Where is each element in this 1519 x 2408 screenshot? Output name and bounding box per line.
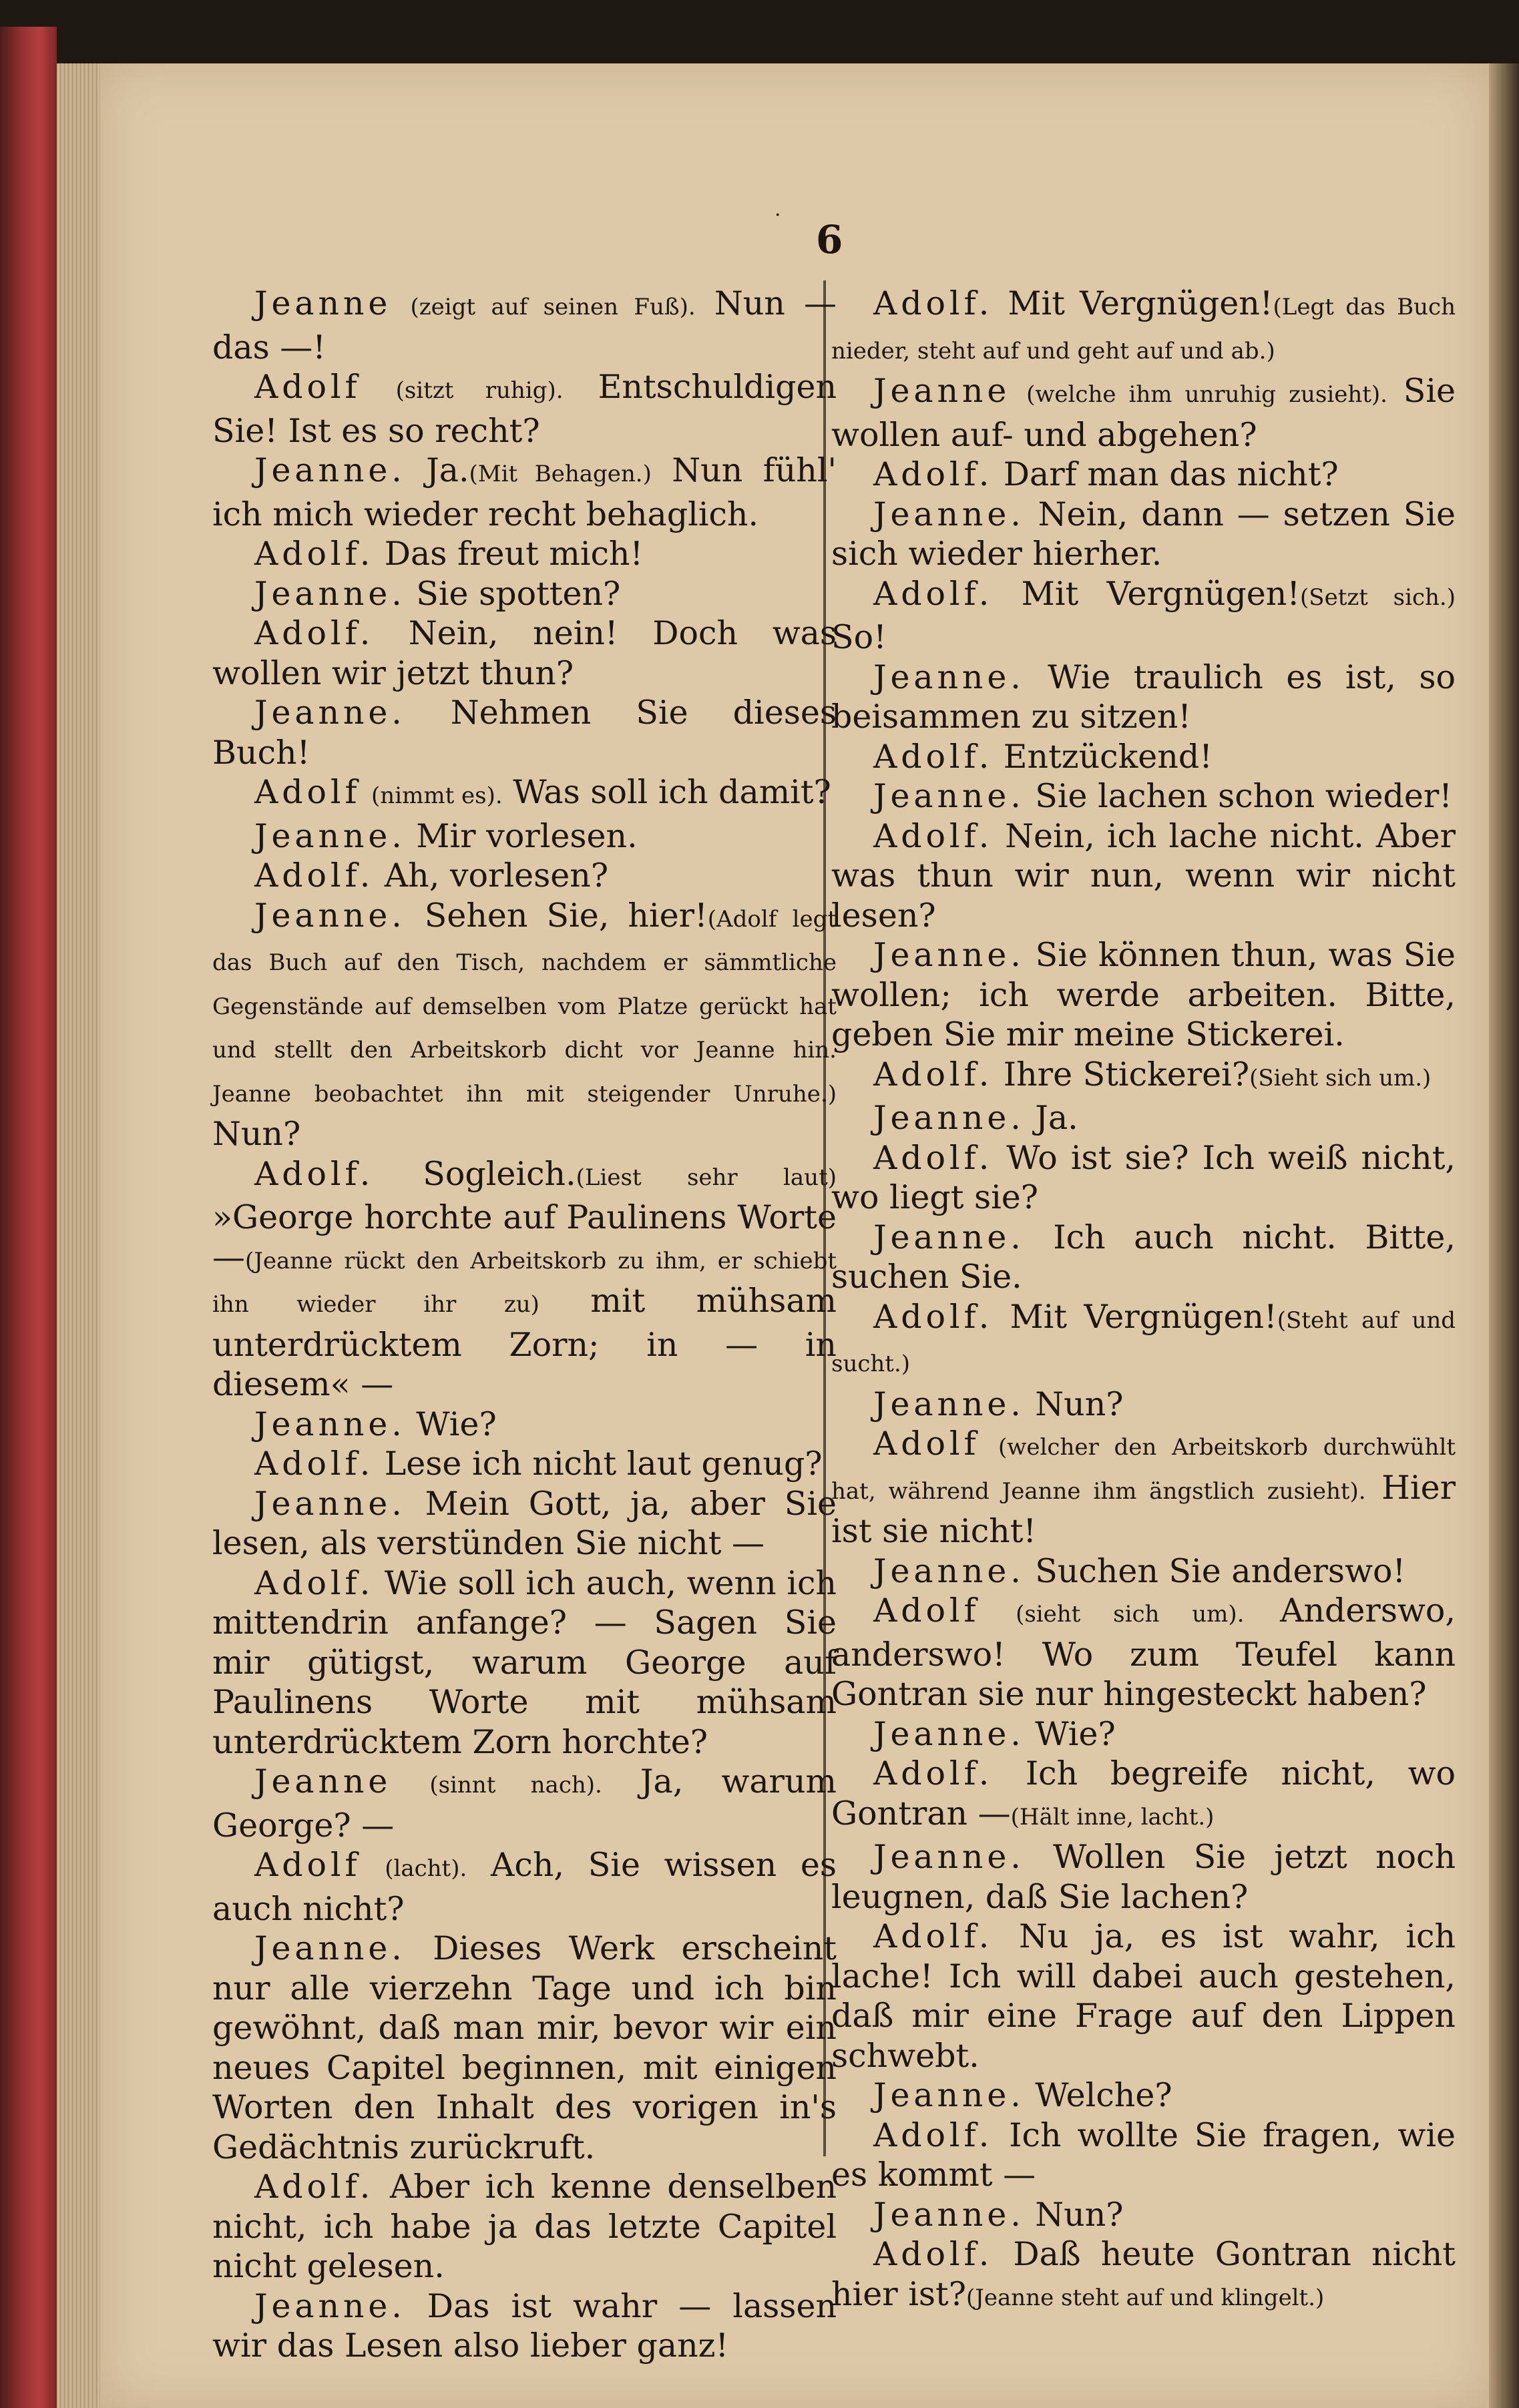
dialogue-text: Hier ist sie nicht!	[831, 1468, 1456, 1550]
stage-direction: (sieht sich um).	[1016, 1601, 1245, 1628]
speaker-name: Jeanne.	[254, 574, 406, 613]
speaker-name: Adolf.	[873, 1297, 994, 1336]
dialogue-text: Ja.	[1035, 1099, 1078, 1137]
dialogue-paragraph	[831, 1551, 1456, 1592]
speaker-name: Jeanne.	[873, 2195, 1025, 2234]
speaker-name: Jeanne.	[873, 1218, 1025, 1256]
dialogue-text: Welche?	[1035, 2076, 1172, 2114]
speaker-name: Adolf.	[873, 1917, 994, 1955]
stage-direction: (Legt das Buch nieder, steht auf und geht auf und ab.)	[831, 294, 1456, 365]
dialogue-text: Ich auch nicht. Bitte, suchen Sie.	[831, 1218, 1456, 1296]
dialogue-paragraph	[831, 1754, 1456, 1837]
dialogue-text: Nun?	[1035, 2195, 1124, 2234]
stage-direction: (sitzt ruhig).	[395, 377, 564, 404]
dialogue-text: Darf man das nicht?	[1003, 455, 1339, 493]
dialogue-text: Nun?	[212, 1115, 301, 1153]
scan-background	[0, 0, 1519, 63]
speaker-name: Adolf	[254, 368, 361, 406]
dialogue-paragraph	[831, 1424, 1456, 1551]
stage-direction: (Liest sehr laut)	[576, 1164, 837, 1191]
stage-direction: (Sieht sich um.)	[1249, 1064, 1432, 1092]
dialogue-paragraph	[831, 935, 1456, 1055]
dialogue-text: Nun fühl' ich mich wieder recht behaglich.	[212, 451, 837, 533]
speaker-name: Adolf.	[873, 1055, 994, 1094]
dialogue-paragraph	[212, 1845, 837, 1929]
dialogue-paragraph	[831, 1385, 1456, 1425]
speaker-name: Adolf.	[254, 1563, 375, 1602]
dialogue-paragraph	[831, 1055, 1456, 1099]
speaker-name: Jeanne	[254, 1762, 392, 1800]
dialogue-paragraph	[212, 2286, 837, 2366]
dialogue-text: Mit Vergnügen!	[1021, 574, 1301, 613]
dialogue-text: Sie lachen schon wieder!	[1035, 777, 1452, 815]
dialogue-paragraph	[831, 1138, 1456, 1218]
dialogue-paragraph	[831, 2116, 1456, 2195]
dialogue-text: Sie können thun, was Sie wollen; ich werde arbeiten. Bitte, geben Sie mir meine Stickerei.	[831, 936, 1456, 1053]
stage-direction: (welche ihm unruhig zusieht).	[1026, 381, 1387, 408]
speaker-name: Adolf.	[873, 1138, 994, 1177]
dialogue-text: mit mühsam unterdrücktem Zorn; in — in diesem« —	[212, 1282, 837, 1403]
right-page-edge	[1489, 63, 1519, 2408]
page-stack-edge	[57, 63, 103, 2408]
speaker-name: Jeanne.	[873, 936, 1025, 974]
speaker-name: Adolf.	[873, 284, 994, 322]
speaker-name: Adolf	[873, 1425, 980, 1463]
dialogue-text: Nun — das —!	[212, 284, 837, 367]
dialogue-paragraph	[831, 776, 1456, 816]
dialogue-text: Sie spotten?	[416, 574, 621, 613]
speaker-name: Adolf	[254, 1846, 361, 1884]
speaker-name: Jeanne.	[873, 1551, 1025, 1590]
dialogue-text: Wie soll ich auch, wenn ich mittendrin anfange? — Sagen Sie mir gütigst, warum George auf Paulinens Worte mit mühsam unterdrücktem Zorn horchte?	[212, 1563, 837, 1761]
dialogue-paragraph	[212, 896, 837, 1154]
speaker-name: Jeanne.	[254, 896, 406, 935]
dialogue-paragraph	[212, 1563, 837, 1762]
stage-direction: (nimmt es).	[371, 782, 503, 809]
dialogue-paragraph	[831, 1297, 1456, 1385]
dialogue-text: Das freut mich!	[384, 535, 644, 573]
dialogue-text: Ah, vorlesen?	[384, 857, 609, 895]
dialogue-text: Aber ich kenne denselben nicht, ich habe ja das letzte Capitel nicht gelesen.	[212, 2168, 837, 2285]
stage-direction: (Mit Behagen.)	[469, 461, 652, 487]
speaker-name: Adolf.	[873, 2116, 994, 2154]
speaker-name: Adolf.	[254, 857, 375, 895]
dialogue-paragraph	[212, 1154, 837, 1405]
dialogue-text: Daß heute Gontran nicht hier ist?	[831, 2235, 1456, 2313]
dialogue-text: Nein, dann — setzen Sie sich wieder hierher.	[831, 495, 1456, 573]
dialogue-text: Suchen Sie anderswo!	[1035, 1551, 1406, 1590]
dialogue-text: Sehen Sie, hier!	[424, 896, 708, 935]
dialogue-text: Was soll ich damit?	[513, 773, 831, 811]
dialogue-paragraph	[831, 658, 1456, 737]
dialogue-paragraph	[831, 1218, 1456, 1297]
dialogue-text: Anderswo, anderswo! Wo zum Teufel kann Gontran sie nur hingesteckt haben?	[831, 1592, 1456, 1713]
speaker-name: Adolf.	[873, 816, 994, 855]
speaker-name: Adolf.	[254, 1445, 375, 1483]
speaker-name: Jeanne.	[873, 2076, 1025, 2114]
right-column	[831, 284, 1456, 2318]
dialogue-paragraph	[212, 284, 837, 367]
stage-direction: (zeigt auf seinen Fuß).	[410, 294, 696, 320]
dialogue-text: Ihre Stickerei?	[1003, 1055, 1250, 1094]
stage-direction: (Jeanne steht auf und klingelt.)	[966, 2284, 1325, 2311]
dialogue-text: Mit Vergnügen!	[1010, 1297, 1277, 1336]
stage-direction: (welcher den Arbeitskorb durchwühlt hat, während Jeanne ihm ängstlich zusieht).	[831, 1434, 1456, 1505]
dialogue-text: Entschuldigen Sie! Ist es so recht?	[212, 368, 837, 450]
page-number: 6	[816, 217, 843, 262]
speaker-name: Jeanne.	[873, 1714, 1025, 1753]
dialogue-text: Nein, ich lache nicht. Aber was thun wir nun, wenn wir nicht lesen?	[831, 816, 1456, 935]
speaker-name: Jeanne.	[254, 694, 406, 732]
dialogue-text: Lese ich nicht laut genug?	[384, 1445, 823, 1483]
speaker-name: Jeanne.	[254, 1484, 406, 1523]
dialogue-text: Wie?	[1035, 1714, 1116, 1753]
dialogue-paragraph	[212, 614, 837, 693]
dialogue-paragraph	[831, 1714, 1456, 1754]
dialogue-text: Ach, Sie wissen es auch nicht?	[212, 1846, 837, 1928]
dialogue-text: Ja.	[426, 451, 469, 489]
dialogue-paragraph	[831, 2076, 1456, 2116]
speaker-name: Adolf.	[254, 1154, 375, 1193]
dialogue-paragraph	[212, 2167, 837, 2286]
dialogue-paragraph	[212, 534, 837, 574]
dialogue-text: Nein, nein! Doch was wollen wir jetzt thun?	[212, 614, 837, 692]
speaker-name: Jeanne.	[873, 777, 1025, 815]
speaker-name: Adolf.	[873, 737, 994, 776]
dialogue-paragraph	[831, 455, 1456, 495]
dialogue-text: Sogleich.	[423, 1154, 576, 1193]
stage-direction: (Adolf legt das Buch auf den Tisch, nachdem er sämmtliche Gegenstände auf demselben vom Platze gerückt hat und stellt den Arbeitskorb dicht vor Jeanne hin. Jeanne beobachtet ihn mit steigender Unruhe.)	[212, 905, 837, 1108]
dialogue-text: Ja, warum George? —	[212, 1762, 837, 1845]
dialogue-text: Nehmen Sie dieses Buch!	[212, 694, 837, 772]
dialogue-paragraph	[831, 1098, 1456, 1138]
dialogue-text: Ich begreife nicht, wo Gontran —	[831, 1754, 1456, 1833]
speaker-name: Adolf.	[254, 2168, 375, 2206]
speaker-name: Jeanne.	[873, 1099, 1025, 1137]
dialogue-text: Wie?	[416, 1405, 497, 1443]
dialogue-paragraph	[212, 367, 837, 451]
speaker-name: Jeanne.	[254, 2286, 406, 2325]
speaker-name: Jeanne.	[254, 1929, 406, 1967]
dialogue-text: Sie wollen auf- und abgehen?	[831, 372, 1456, 454]
dialogue-text: Wo ist sie? Ich weiß nicht, wo liegt sie?	[831, 1138, 1456, 1216]
dialogue-text: Mit Vergnügen!	[1008, 284, 1273, 322]
dialogue-paragraph	[212, 574, 837, 614]
book-spine-red-edge	[0, 27, 57, 2408]
dialogue-paragraph	[212, 1484, 837, 1563]
speaker-name: Jeanne.	[254, 1405, 406, 1443]
speaker-name: Adolf.	[873, 574, 994, 613]
speaker-name: Jeanne.	[873, 658, 1025, 696]
dialogue-paragraph	[831, 737, 1456, 777]
speaker-name: Jeanne.	[873, 495, 1025, 533]
dialogue-text: »George horchte auf Paulinens Worte —	[212, 1198, 837, 1276]
dialogue-paragraph	[831, 1837, 1456, 1917]
dialogue-text: Ich wollte Sie fragen, wie es kommt —	[831, 2116, 1456, 2194]
dialogue-text: Nu ja, es ist wahr, ich lache! Ich will dabei auch gestehen, daß mir eine Frage auf den Lippen schwebt.	[831, 1917, 1456, 2075]
left-column	[212, 284, 837, 2366]
stage-direction: (Setzt sich.)	[1300, 583, 1456, 611]
dialogue-paragraph	[212, 1405, 837, 1445]
speaker-name: Adolf.	[254, 614, 375, 652]
speaker-name: Adolf	[873, 1592, 980, 1630]
dialogue-paragraph	[212, 693, 837, 772]
speaker-name: Adolf.	[254, 535, 375, 573]
dialogue-text: Mir vorlesen.	[416, 816, 638, 855]
speaker-name: Jeanne	[254, 284, 392, 322]
dialogue-paragraph	[212, 816, 837, 857]
speaker-name: Adolf.	[873, 1754, 994, 1792]
dialogue-paragraph	[831, 284, 1456, 371]
speaker-name: Adolf.	[873, 2235, 994, 2273]
speaker-name: Jeanne	[873, 372, 1011, 410]
dialogue-text: Wie traulich es ist, so beisammen zu sitzen!	[831, 658, 1456, 736]
dialogue-paragraph	[831, 495, 1456, 574]
stage-direction: (sinnt nach).	[429, 1772, 602, 1798]
speaker-name: Adolf.	[873, 455, 994, 493]
dialogue-text: Dieses Werk erscheint nur alle vierzehn Tage und ich bin gewöhnt, daß man mir, bevor wir ein neues Capitel beginnen, mit einigen Worten den Inhalt des vorigen in's Gedächtnis zurückruft.	[212, 1929, 837, 2166]
dialogue-paragraph	[831, 816, 1456, 936]
dialogue-text: So!	[831, 618, 887, 656]
dialogue-text: Wollen Sie jetzt noch leugnen, daß Sie lachen?	[831, 1838, 1456, 1916]
dialogue-paragraph	[212, 1929, 837, 2167]
dialogue-text: Entzückend!	[1003, 737, 1213, 776]
dialogue-paragraph	[212, 1762, 837, 1845]
dialogue-text: Mein Gott, ja, aber Sie lesen, als verstünden Sie nicht —	[212, 1484, 837, 1562]
speaker-name: Jeanne.	[254, 451, 406, 489]
ink-speck: ·	[775, 204, 781, 227]
dialogue-text: Nun?	[1035, 1385, 1124, 1423]
dialogue-paragraph	[212, 1444, 837, 1484]
dialogue-paragraph	[831, 1917, 1456, 2076]
stage-direction: (lacht).	[385, 1855, 467, 1882]
stage-direction: (Jeanne rückt den Arbeitskorb zu ihm, er schiebt ihn wieder ihr zu)	[212, 1247, 837, 1318]
speaker-name: Jeanne.	[873, 1385, 1025, 1423]
dialogue-paragraph	[831, 2234, 1456, 2318]
dialogue-paragraph	[212, 856, 837, 896]
speaker-name: Jeanne.	[254, 816, 406, 855]
dialogue-paragraph	[831, 574, 1456, 658]
dialogue-paragraph	[831, 1591, 1456, 1714]
dialogue-paragraph	[212, 451, 837, 534]
speaker-name: Adolf	[254, 773, 361, 811]
stage-direction: (Hält inne, lacht.)	[1010, 1803, 1215, 1831]
speaker-name: Jeanne.	[873, 1838, 1025, 1876]
dialogue-paragraph	[212, 772, 837, 816]
dialogue-text: Das ist wahr — lassen wir das Lesen also lieber ganz!	[212, 2286, 837, 2365]
dialogue-paragraph	[831, 371, 1456, 455]
dialogue-paragraph	[831, 2195, 1456, 2235]
stage-direction: (Steht auf und sucht.)	[831, 1306, 1456, 1377]
